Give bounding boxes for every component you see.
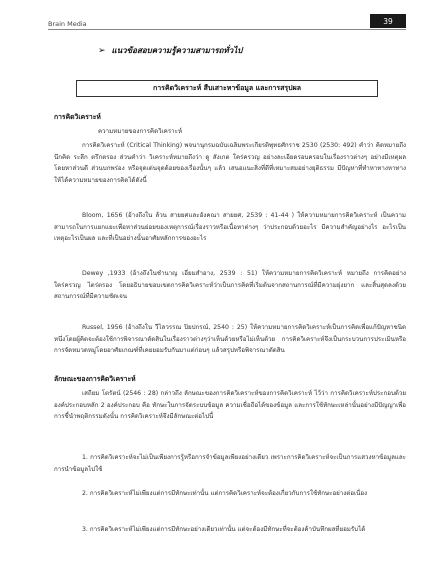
subheading-meaning: ความหมายของการคิดวิเคราะห์	[98, 128, 183, 135]
paragraph-characteristics-intro: เสถียม โตรัตน์ (2546 : 28) กล่าวถึง ลักษณะของการคิดวิเคราะห์ของการคิดวิเคราะห์ ไว้ว่า การคิดวิเคราะห์ประกอบด้วยองค์ประกอบหลัก 2 องค์ประกอบ คือ ทักษะในการจัดระบบข้อมูล ความเชื่อถือได้ของข้อมูล และการใช้ทักษะเหล่านั้นอย่างมีปัญญาเพื่อการชี้นำพฤติกรรมดังนั้น การคิดวิเคราะห์จึงมีลักษณะต่อไปนี้	[54, 390, 406, 421]
page-number-badge: 39	[370, 14, 406, 28]
paragraph-russel: Russel, 1956 (อ้างถึงใน วีไลวรรณ ปิยปกรณ์, 2540 : 25) ให้ความหมายการคิดวิเคราะห์เป็นการคิดเพื่อแก้ปัญหาชนิดหนึ่งโดยผู้คิดจะต้องใช้การพิจารณาตัดสินในเรื่องราวต่างๆว่าเห็นด้วยหรือไม่เห็นด้วย การคิดวิเคราะห์จึงเป็นกระบวนการประเมินหรือการจัดหมวดหมู่โดยอาศัยเกณฑ์ที่เคยยอมรับกันมาแต่ก่อนๆ แล้วสรุปหรือพิจารณาตัดสิน	[54, 324, 406, 355]
arrow-bullet-icon: ➢	[98, 45, 106, 56]
chapter-title	[98, 44, 242, 57]
publisher-name: Brain Media	[48, 20, 87, 28]
list-item-3: 3. การคิดวิเคราะห์ไม่เพียงแต่การมีทักษะอย่างเดียวเท่านั้น แต่จะต้องมีทักษะที่จะต้องค้าบันทึกผลที่ยอมรับได้	[82, 526, 366, 533]
header-rule	[48, 29, 406, 30]
chapter-title-text: แนวข้อสอบความรู้ความสามารถทั่วไป	[111, 46, 243, 55]
section-title-box	[76, 80, 378, 97]
section-title-text: การคิดวิเคราะห์ สืบเสาะหาข้อมูล และการสรุปผล	[153, 84, 301, 92]
list-item-2: 2. การคิดวิเคราะห์ไม่เพียงแต่การมีทักษะเท่านั้น แต่การคิดวิเคราะห์จะต้องเกี่ยวกับการใช้ทักษะอย่างต่อเนื่อง	[82, 490, 368, 497]
section-heading-critical-thinking: การคิดวิเคราะห์	[54, 113, 101, 121]
paragraph-bloom: Bloom, 1656 (อ้างถึงใน ล้วน สายยศและอังคณา สายยศ, 2539 : 41-44 ) ให้ความหมายการคิดวิเคราะห์ เป็นความสามารถในการแยกแยะเพื่อหาส่วนย่อยของเหตุการณ์เรื่องราวหรือเนื้อหาต่างๆ ว่าประกอบด้วยอะไร มีความสำคัญอย่างไร อะไรเป็นเหตุอะไรเป็นผล และที่เป็นอย่างนั้นอาศัยหลักการของอะไร	[54, 212, 406, 243]
page-header	[0, 0, 427, 28]
list-item-1: 1. การคิดวิเคราะห์จะไม่เป็นเพียงการรู้หรือการจำข้อมูลเพียงอย่างเดียว เพราะการคิดวิเคราะห์จะเป็นการแสวงหาข้อมูลและการนำข้อมูลไปใช้	[54, 454, 406, 473]
paragraph-dewey: Dewey ,1933 (อ้างถึงในชำนาญ เอี่ยมสำอาง, 2539 : 51) ให้ความหมายการคิดวิเคราะห์ หมายถึง การคิดอย่างใคร่ครวญ ไตร่ตรอง โดยอธิบายขอบเขตการคิดวิเคราะห์ว่าเป็นการคิดที่เริ่มต้นจากสถานการณ์ที่มีความยุ่งยาก และสิ้นสุดลงด้วยสถานการณ์ที่มีความชัดเจน	[54, 270, 406, 301]
section-heading-characteristics: ลักษณะของการคิดวิเคราะห์	[54, 375, 136, 383]
paragraph-dictionary-definition: การคิดวิเคราะห์ (Critical Thinking) พจนานุกรมฉบับเฉลิมพระเกียรติพุทธศักราช 2530 (2530: 492) คำว่า คิดหมายถึง นึกคิด ระลึก ตรึกตรอง ส่วนคำว่า วิเคราะห์หมายถึงว่า ดู สังเกต ใคร่ครวญ อย่างละเอียดรอบครอบในเรื่องราวต่างๆ อย่างมีเหตุผล โดยหาส่วนดี ส่วนบกพร่อง หรือจุดเด่นจุดด้อยของเรื่องนั้นๆ แล้ว เสนอแนะสิ่งที่ดีที่เหมาะสมอย่างยุติธรรม มีปัญหาที่ทำหาทางหาทางให้ได้ความหมายของการคิดได้ดังนี้	[54, 142, 406, 184]
